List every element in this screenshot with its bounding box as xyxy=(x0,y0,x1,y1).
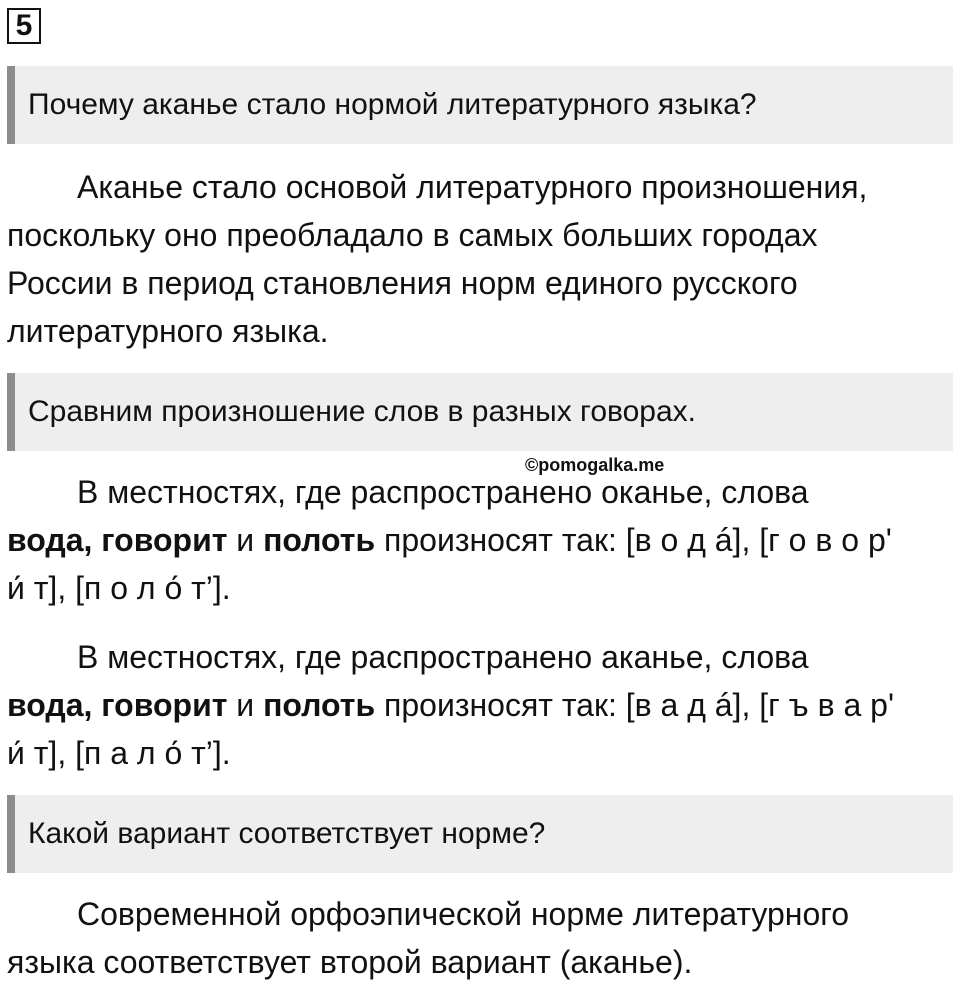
akanye-line-3: и́ т], [п а л о́ т’]. xyxy=(7,735,231,771)
okanye-line-2: вода, говорит и полоть произносят так: [в о д á], [г о в о р' xyxy=(7,522,892,558)
answer-1-line-2: поскольку оно преобладало в самых больших городах xyxy=(7,217,818,253)
okanye-paragraph xyxy=(7,468,947,612)
answer-1-line-3: России в период становления норм единого русского xyxy=(7,265,798,301)
akanye-bold-words: вода, говорит xyxy=(7,687,228,723)
answer-1-line-1: Аканье стало основой литературного произношения, xyxy=(77,169,868,205)
akanye-paragraph xyxy=(7,633,947,777)
question-2-heading: Сравним произношение слов в разных говорах. xyxy=(7,373,953,451)
answer-1-paragraph xyxy=(7,163,947,355)
akanye-bold-word-polot: полоть xyxy=(263,687,376,723)
okanye-bold-words: вода, говорит xyxy=(7,522,228,558)
answer-1-line-4: литературного языка. xyxy=(7,313,329,349)
akanye-line-2: вода, говорит и полоть произносят так: [в а д á], [г ъ в а р' xyxy=(7,687,895,723)
answer-3-line-2: языка соответствует второй вариант (аканье). xyxy=(7,944,693,980)
task-number-badge: 5 xyxy=(7,8,41,44)
okanye-bold-word-polot: полоть xyxy=(263,522,376,558)
question-3-heading: Какой вариант соответствует норме? xyxy=(7,795,953,873)
answer-3-paragraph xyxy=(7,890,947,986)
answer-3-line-1: Современной орфоэпической норме литературного xyxy=(77,896,850,932)
akanye-line-1: В местностях, где распространено аканье, слова xyxy=(77,639,809,675)
okanye-line-3: и́ т], [п о л о́ т’]. xyxy=(7,570,231,606)
watermark: ©pomogalka.me xyxy=(525,455,665,475)
okanye-line-1: В местностях, где распространено оканье, слова xyxy=(77,474,809,510)
question-1-heading: Почему аканье стало нормой литературного языка? xyxy=(7,66,953,144)
